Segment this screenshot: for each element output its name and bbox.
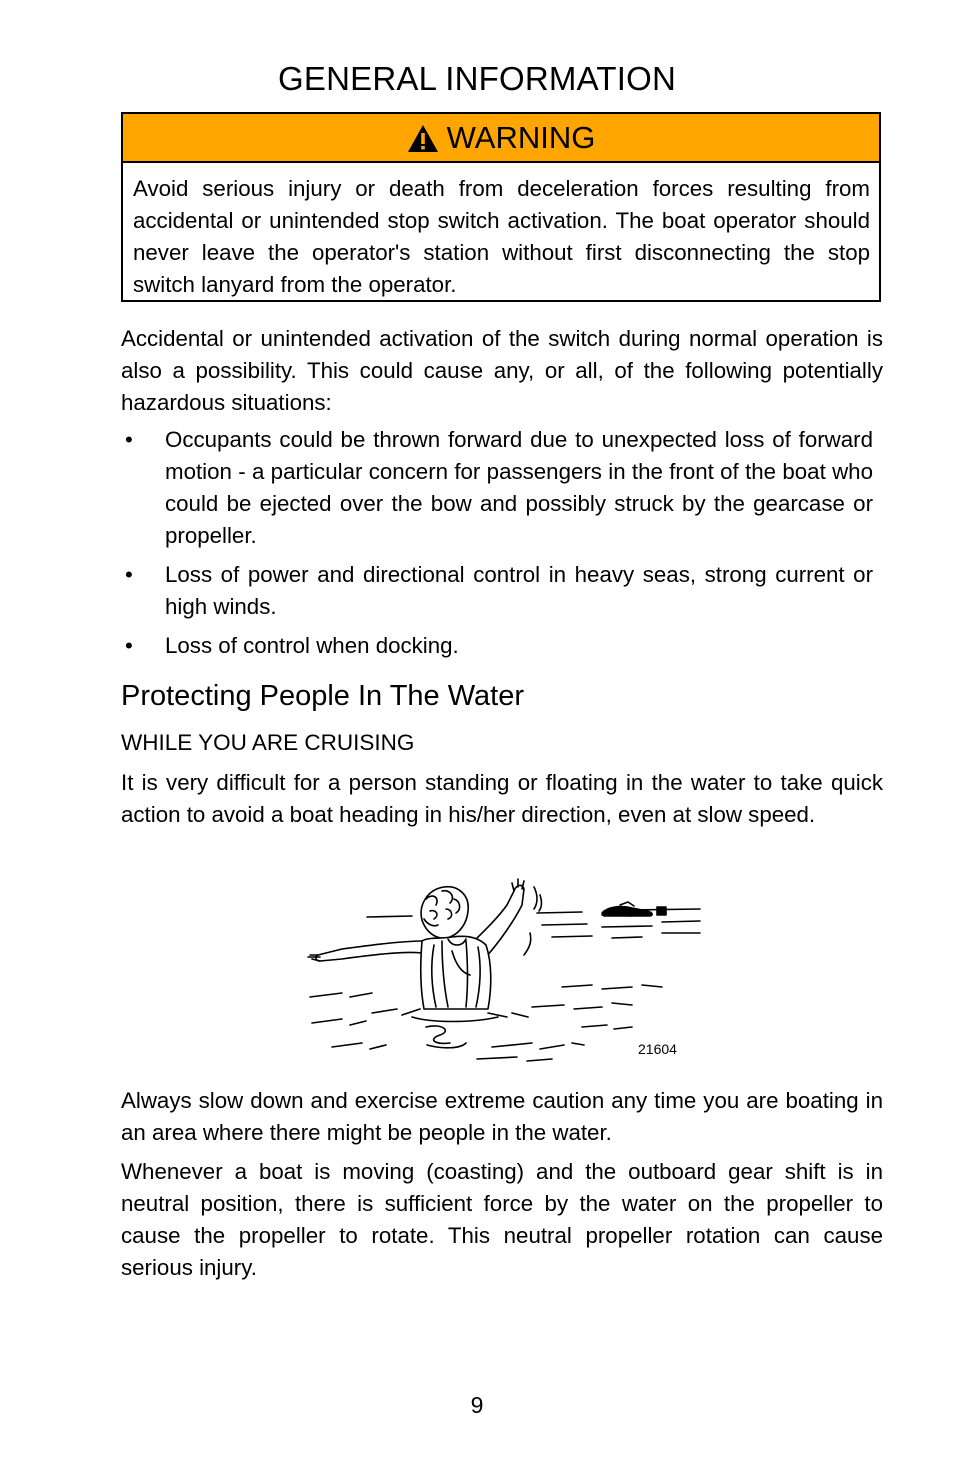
list-item: • Loss of control when docking.: [121, 630, 873, 662]
person-in-water-illustration: [302, 875, 702, 1065]
bullet-glyph: •: [125, 562, 133, 587]
warning-box: [121, 112, 881, 302]
page-title: GENERAL INFORMATION: [278, 60, 676, 97]
page-number: 9: [470, 1392, 484, 1418]
hazard-list: [121, 424, 873, 669]
intro-paragraph: Accidental or unintended activation of the switch during normal operation is also a possibility. This could cause any, or all, of the following potentially hazardous situations:: [121, 326, 883, 415]
bullet-glyph: •: [125, 427, 133, 452]
warning-header: [123, 114, 879, 163]
section-subtitle: WHILE YOU ARE CRUISING: [121, 730, 415, 755]
warning-label: WARNING: [446, 119, 596, 155]
warning-triangle-icon: [407, 124, 439, 153]
list-item: • Occupants could be thrown forward due to unexpected loss of forward motion - a particular concern for passengers in the front of the boat who could be ejected over the bow and possibly struck by the gearcase or propeller.: [121, 424, 873, 552]
section-title: Protecting People In The Water: [121, 680, 524, 712]
bullet-glyph: •: [125, 633, 133, 658]
cruising-paragraph: It is very difficult for a person standing or floating in the water to take quick action to avoid a boat heading in his/her direction, even at slow speed.: [121, 770, 883, 827]
propeller-paragraph: Whenever a boat is moving (coasting) and the outboard gear shift is in neutral position, there is sufficient force by the water on the propeller to cause the propeller to rotate. This neutral propeller rotation can cause serious injury.: [121, 1159, 883, 1280]
figure-number: 21604: [638, 1041, 677, 1057]
warning-text: Avoid serious injury or death from deceleration forces resulting from accidental or unintended stop switch activation. The boat operator should never leave the operator's station without first disconnecting the stop switch lanyard from the operator.: [133, 176, 870, 297]
caution-paragraph: Always slow down and exercise extreme caution any time you are boating in an area where there might be people in the water.: [121, 1088, 883, 1145]
list-item: • Loss of power and directional control in heavy seas, strong current or high winds.: [121, 559, 873, 623]
